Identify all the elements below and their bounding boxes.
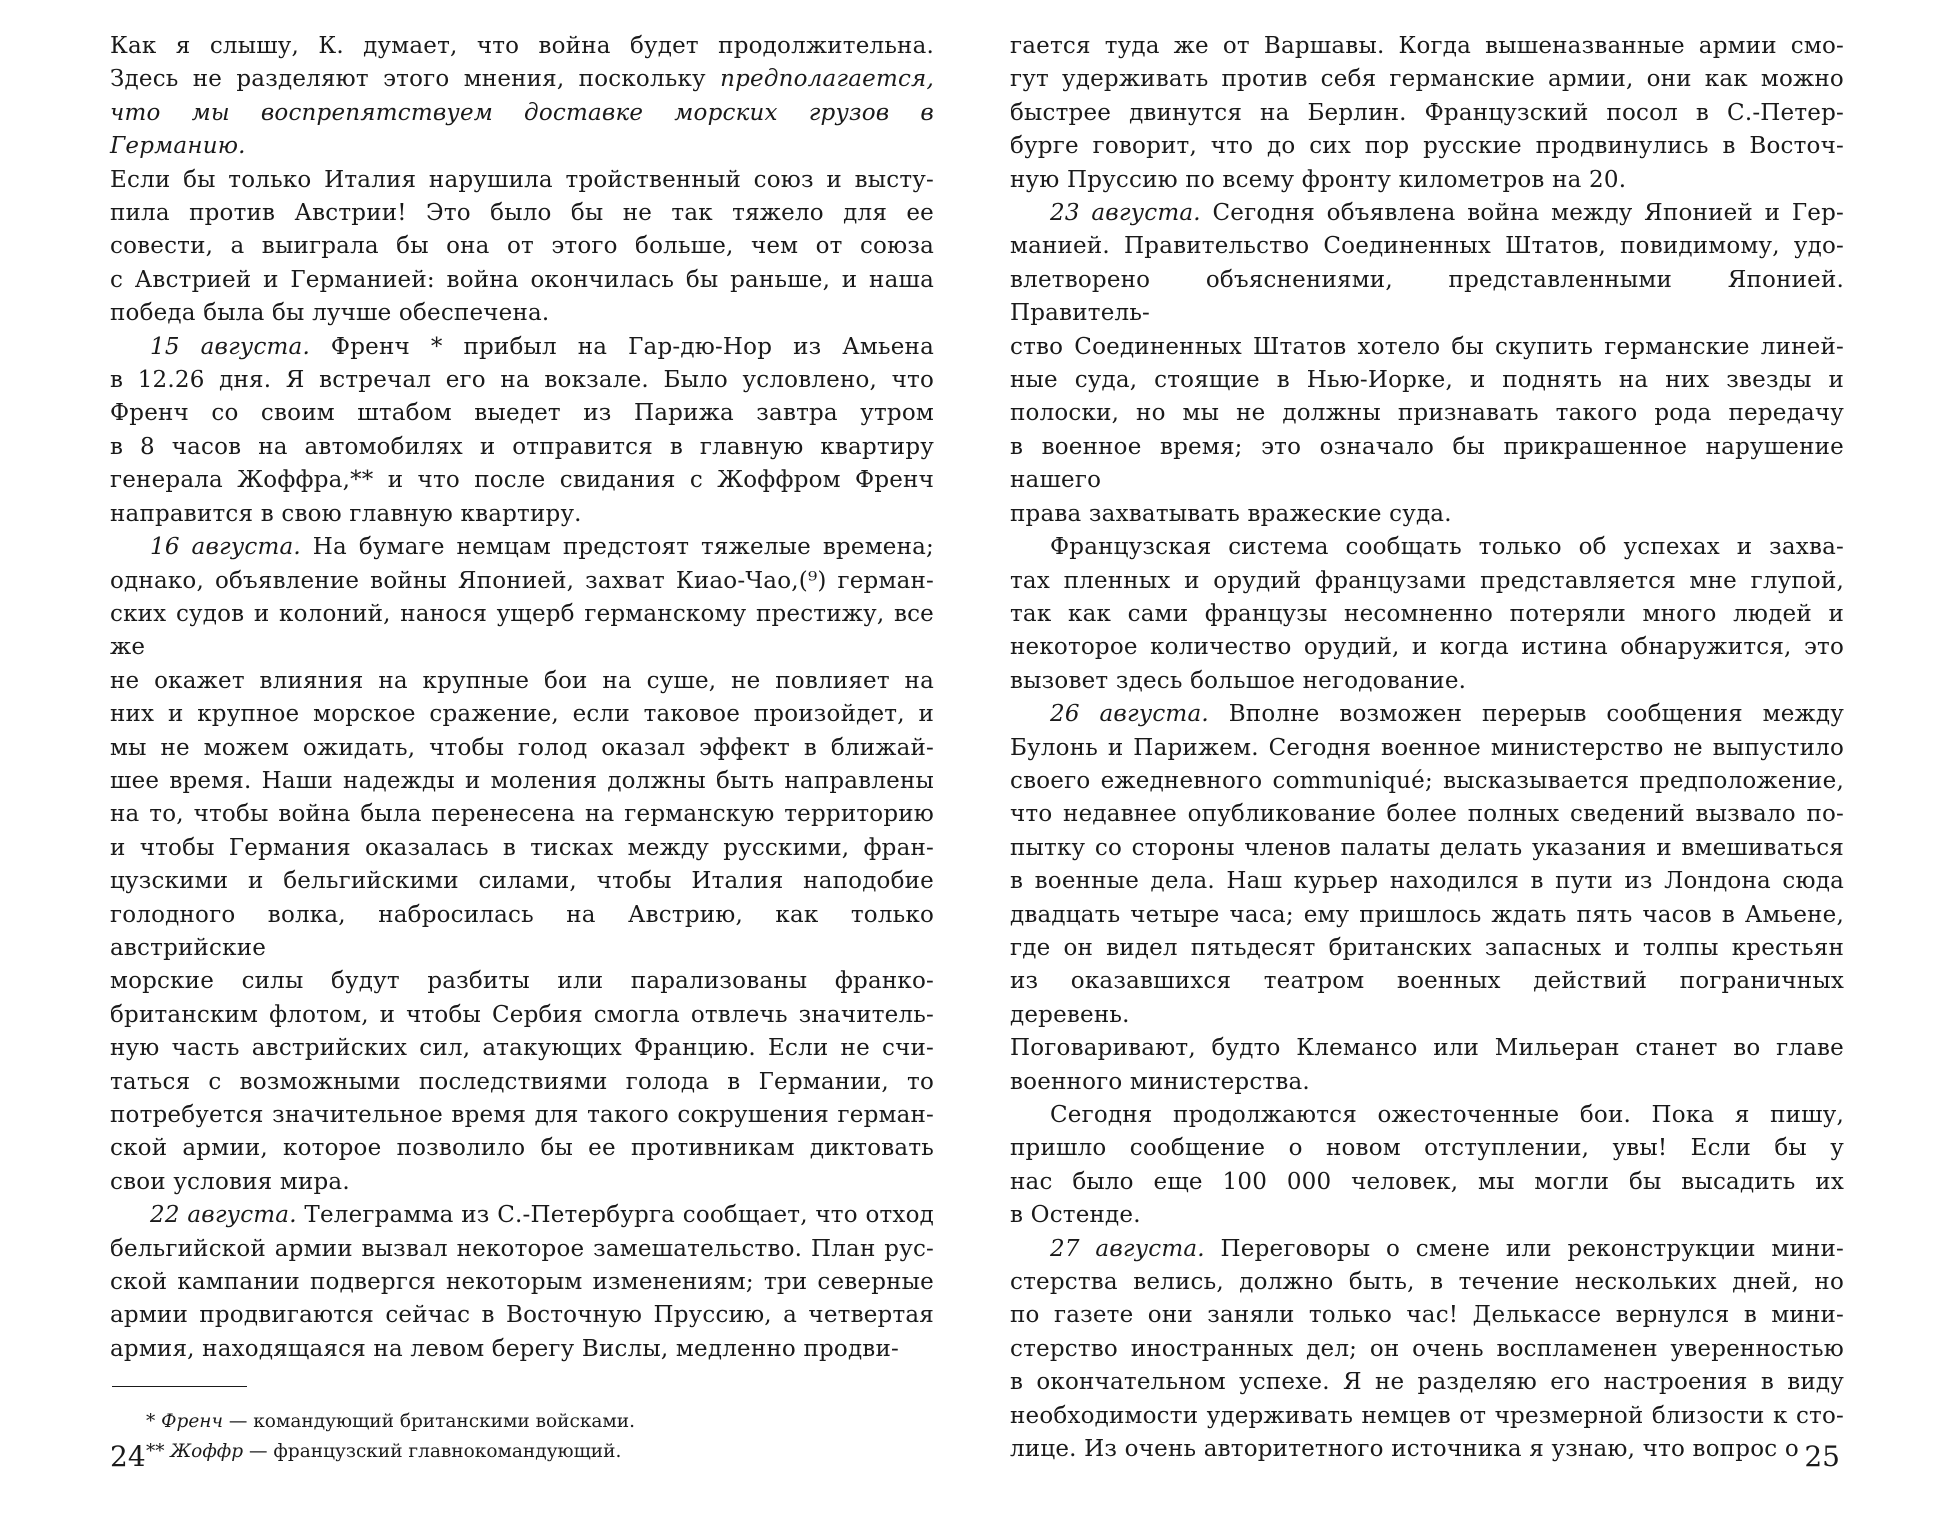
text-line [1010,1433,1844,1466]
text-run: пила против Австрии! Это было бы не так тяжело для ее [110,200,934,227]
text-line [1010,230,1844,263]
text-run: Сегодня объявлена война между Японией и Гер- [1200,200,1845,227]
text-run: что недавнее опубликование более полных сведений вызвало по- [1010,801,1844,828]
text-run: необходимости удерживать немцев от чрезмерной близости к сто- [1010,1402,1844,1429]
text-run: Если бы только Италия нарушила тройственный союз и высту- [110,166,934,193]
text-run: 15 августа. [150,333,310,360]
text-line [1010,531,1844,564]
page-number-right: 25 [1804,1440,1840,1473]
text-line [110,1032,934,1065]
text-run: пришло сообщение о новом отступлении, увы! Если бы у [1010,1135,1844,1162]
text-line [1010,765,1844,798]
text-run: цузскими и бельгийскими силами, чтобы Италия наподобие [110,868,934,895]
text-run: в военное время; это означало бы прикрашенное нарушение нашего [1010,433,1844,494]
text-run: ные суда, стоящие в Нью-Иорке, и поднять на них звезды и [1010,367,1844,394]
text-line [110,197,934,230]
text-line [1010,899,1844,932]
text-line [1010,865,1844,898]
text-run: направится в свою главную квартиру. [110,500,582,527]
text-line [1010,1132,1844,1165]
text-run: На бумаге немцам предстоят тяжелые времена; [300,534,934,561]
text-run: ских судов и колоний, нанося ущерб германскому престижу, все же [110,600,934,661]
text-line [110,264,934,297]
text-run: 16 августа. [150,534,301,561]
text-line [1010,197,1844,230]
text-line [110,1233,934,1266]
footnote-run: * [146,1411,162,1433]
text-line [110,798,934,831]
text-line [110,1299,934,1332]
text-line [110,1266,934,1299]
text-run: ство Соединенных Штатов хотело бы скупить германские линей- [1010,333,1844,360]
text-run: в 8 часов на автомобилях и отправится в главную квартиру [110,433,934,460]
text-line [1010,331,1844,364]
text-line [1010,932,1844,965]
text-run: своего ежедневного communiqué; высказывается предположение, [1010,767,1844,794]
text-run: бельгийской армии вызвал некоторое замешательство. План рус- [110,1235,934,1262]
text-run: стерства велись, должно быть, в течение нескольких дней, но [1010,1269,1844,1296]
footnote-run: Жоффр [170,1441,244,1463]
text-run: ную часть австрийских сил, атакующих Францию. Если не счи- [110,1035,934,1062]
text-line [1010,498,1844,531]
footnote-run: Френч [161,1411,223,1433]
text-run: нас было еще 100 000 человек, мы могли бы высадить их [1010,1168,1844,1195]
text-line [1010,1166,1844,1199]
text-run: некоторое количество орудий, и когда истина обнаружится, это [1010,634,1844,661]
text-line [110,297,934,330]
text-run: 23 августа. [1050,200,1201,227]
text-run: Переговоры о смене или реконструкции мини- [1204,1235,1845,1262]
text-run: лице. Из очень авторитетного источника я узнаю, что вопрос о [1010,1436,1799,1463]
text-line [1010,1400,1844,1433]
text-line [110,865,934,898]
text-run: морские силы будут разбиты или парализованы франко- [110,968,934,995]
text-line [110,1333,934,1366]
text-run: таться с возможными последствиями голода в Германии, то [110,1068,934,1095]
left-page-text [110,30,934,1366]
text-line [1010,1266,1844,1299]
text-line [1010,631,1844,664]
text-line [110,498,934,531]
text-line [110,698,934,731]
text-run: мы не можем ожидать, чтобы голод оказал эффект в ближай- [110,734,934,761]
text-run: предполагается, [720,66,934,93]
text-line [110,899,934,966]
text-run: манией. Правительство Соединенных Штатов, повидимому, удо- [1010,233,1844,260]
text-run: военного министерства. [1010,1068,1310,1095]
text-line [1010,397,1844,430]
text-line [110,598,934,665]
text-run: Френч со своим штабом выедет из Парижа завтра утром [110,400,934,427]
text-run: двадцать четыре часа; ему пришлось ждать пять часов в Амьене, [1010,901,1844,928]
text-run: стерство иностранных дел; он очень воспламенен уверенностью [1010,1335,1844,1362]
text-line [1010,1032,1844,1065]
text-line [110,732,934,765]
text-run: тах пленных и орудий французами представляется мне глупой, [1010,567,1844,594]
text-run: в Остенде. [1010,1202,1141,1229]
text-run: на то, чтобы война была перенесена на германскую территорию [110,801,934,828]
text-run: пытку со стороны членов палаты делать указания и вмешиваться [1010,834,1844,861]
text-run: в военные дела. Наш курьер находился в пути из Лондона сюда [1010,868,1844,895]
text-run: права захватывать вражеские суда. [1010,500,1452,527]
text-run: голодного волка, набросилась на Австрию, как только австрийские [110,901,934,961]
text-line [110,999,934,1032]
text-line [110,1199,934,1232]
footnote-run: — французский главнокомандующий. [243,1441,622,1463]
text-line [1010,130,1844,163]
text-line [110,531,934,564]
text-run: в 12.26 дня. Я встречал его на вокзале. Было условлено, что [110,367,934,394]
text-line [110,331,934,364]
text-run: Булонь и Парижем. Сегодня военное министерство не выпустило [1010,734,1844,761]
text-line [1010,1099,1844,1132]
text-run: 22 августа. [150,1202,297,1229]
text-line [110,431,934,464]
text-line [1010,97,1844,130]
text-line [1010,698,1844,731]
text-line [1010,732,1844,765]
text-run: гается туда же от Варшавы. Когда вышеназванные армии смо- [1010,33,1844,59]
text-line [110,1099,934,1132]
text-line [1010,1233,1844,1266]
text-line [1010,598,1844,631]
text-run: Телеграмма из С.-Петербурга сообщает, что отход [296,1202,934,1229]
text-run: не окажет влияния на крупные бои на суше, не повлияет на [110,667,934,694]
footnote [110,1407,934,1437]
text-run: в окончательном успехе. Я не разделяю его настроения в виду [1010,1369,1844,1396]
text-run: однако, объявление войны Японией, захват Киао-Чао,(⁹) герман- [110,567,934,594]
text-run: с Австрией и Германией: война окончилась бы раньше, и наша [110,266,934,293]
text-line [110,364,934,397]
footnote [110,1437,934,1467]
text-run: из оказавшихся театром военных действий пограничных деревень. [1010,968,1844,1028]
text-line [110,30,934,63]
text-line [1010,798,1844,831]
text-run: ской армии, которое позволило бы ее противникам диктовать [110,1135,934,1162]
text-run: 26 августа. [1050,701,1209,728]
text-run: потребуется значительное время для такого сокрушения герман- [110,1102,934,1128]
text-run: свои условия мира. [110,1168,350,1195]
text-line [1010,63,1844,96]
text-run: бурге говорит, что до сих пор русские продвинулись в Восточ- [1010,133,1844,160]
text-run: них и крупное морское сражение, если таковое произойдет, и [110,701,934,728]
text-line [110,832,934,865]
footnotes [110,1407,934,1467]
left-page [110,30,934,1473]
text-run: Французская система сообщать только об успехах и захва- [1050,534,1844,561]
page-number-left: 24 [110,1440,146,1473]
text-run: генерала Жоффра,** и что после свидания с Жоффром Френч [110,467,934,494]
right-page [1010,30,1845,1473]
right-page-text [1010,30,1844,1466]
text-line [1010,264,1844,331]
text-run: Френч * прибыл на Гар-дю-Нор из Амьена [309,333,934,360]
text-line [1010,1333,1844,1366]
text-run: Как я слышу, К. думает, что война будет продолжительна. [110,33,934,59]
text-run: ную Пруссию по всему фронту километров на 20. [1010,166,1627,193]
text-run: вызовет здесь большое негодование. [1010,667,1467,694]
text-line [1010,665,1844,698]
text-run: совести, а выиграла бы она от этого больше, чем от союза [110,233,934,260]
text-run: 27 августа. [1050,1235,1205,1262]
text-line [1010,431,1844,498]
text-line [110,1166,934,1199]
text-run: быстрее двинутся на Берлин. Французский посол в С.-Петер- [1010,99,1844,126]
text-line [1010,1066,1844,1099]
text-run: Сегодня продолжаются ожесточенные бои. Пока я пишу, [1050,1102,1844,1128]
text-run: Вполне возможен перерыв сообщения между [1208,701,1844,728]
text-run: Поговаривают, будто Клемансо или Мильеран станет во главе [1010,1035,1844,1062]
text-line [110,97,934,164]
text-run: так как сами французы несомненно потеряли много людей и [1010,600,1844,627]
text-line [110,1132,934,1165]
text-run: гут удерживать против себя германские армии, они как можно [1010,66,1844,93]
text-run: полоски, но мы не должны признавать такого рода передачу [1010,400,1844,427]
text-run: армии продвигаются сейчас в Восточную Пруссию, а четвертая [110,1302,934,1329]
text-line [110,164,934,197]
text-line [110,765,934,798]
text-line [1010,1199,1844,1232]
text-run: и чтобы Германия оказалась в тисках между русскими, фран- [110,834,934,861]
text-run: британским флотом, и чтобы Сербия смогла отвлечь значитель- [110,1001,934,1028]
text-line [110,565,934,598]
text-line [110,397,934,430]
footnote-run: — командующий британскими войсками. [222,1411,636,1433]
text-line [110,63,934,96]
text-line [1010,832,1844,865]
footnote-separator [112,1386,247,1387]
text-run: где он видел пятьдесят британских запасных и толпы крестьян [1010,934,1844,961]
text-line [1010,1366,1844,1399]
text-run: влетворено объяснениями, представленными Японией. Правитель- [1010,266,1844,327]
text-line [1010,1299,1844,1332]
text-run: шее время. Наши надежды и моления должны быть направлены [110,767,934,794]
text-line [1010,364,1844,397]
text-line [110,230,934,263]
footnote-run: ** [146,1441,171,1463]
text-line [110,665,934,698]
text-run: по газете они заняли только час! Делькассе вернулся в мини- [1010,1302,1844,1329]
text-line [1010,565,1844,598]
text-line [1010,164,1844,197]
text-run: ской кампании подвергся некоторым изменениям; три северные [110,1269,934,1296]
text-run: победа была бы лучше обеспечена. [110,300,550,327]
text-line [110,464,934,497]
text-run: Здесь не разделяют этого мнения, поскольку [110,66,721,93]
text-run: что мы воспрепятствуем доставке морских грузов в Германию. [110,99,934,160]
text-run: армия, находящаяся на левом берегу Вислы, медленно продви- [110,1335,899,1362]
text-line [1010,30,1844,63]
text-line [110,1066,934,1099]
text-line [110,965,934,998]
text-line [1010,965,1844,1032]
